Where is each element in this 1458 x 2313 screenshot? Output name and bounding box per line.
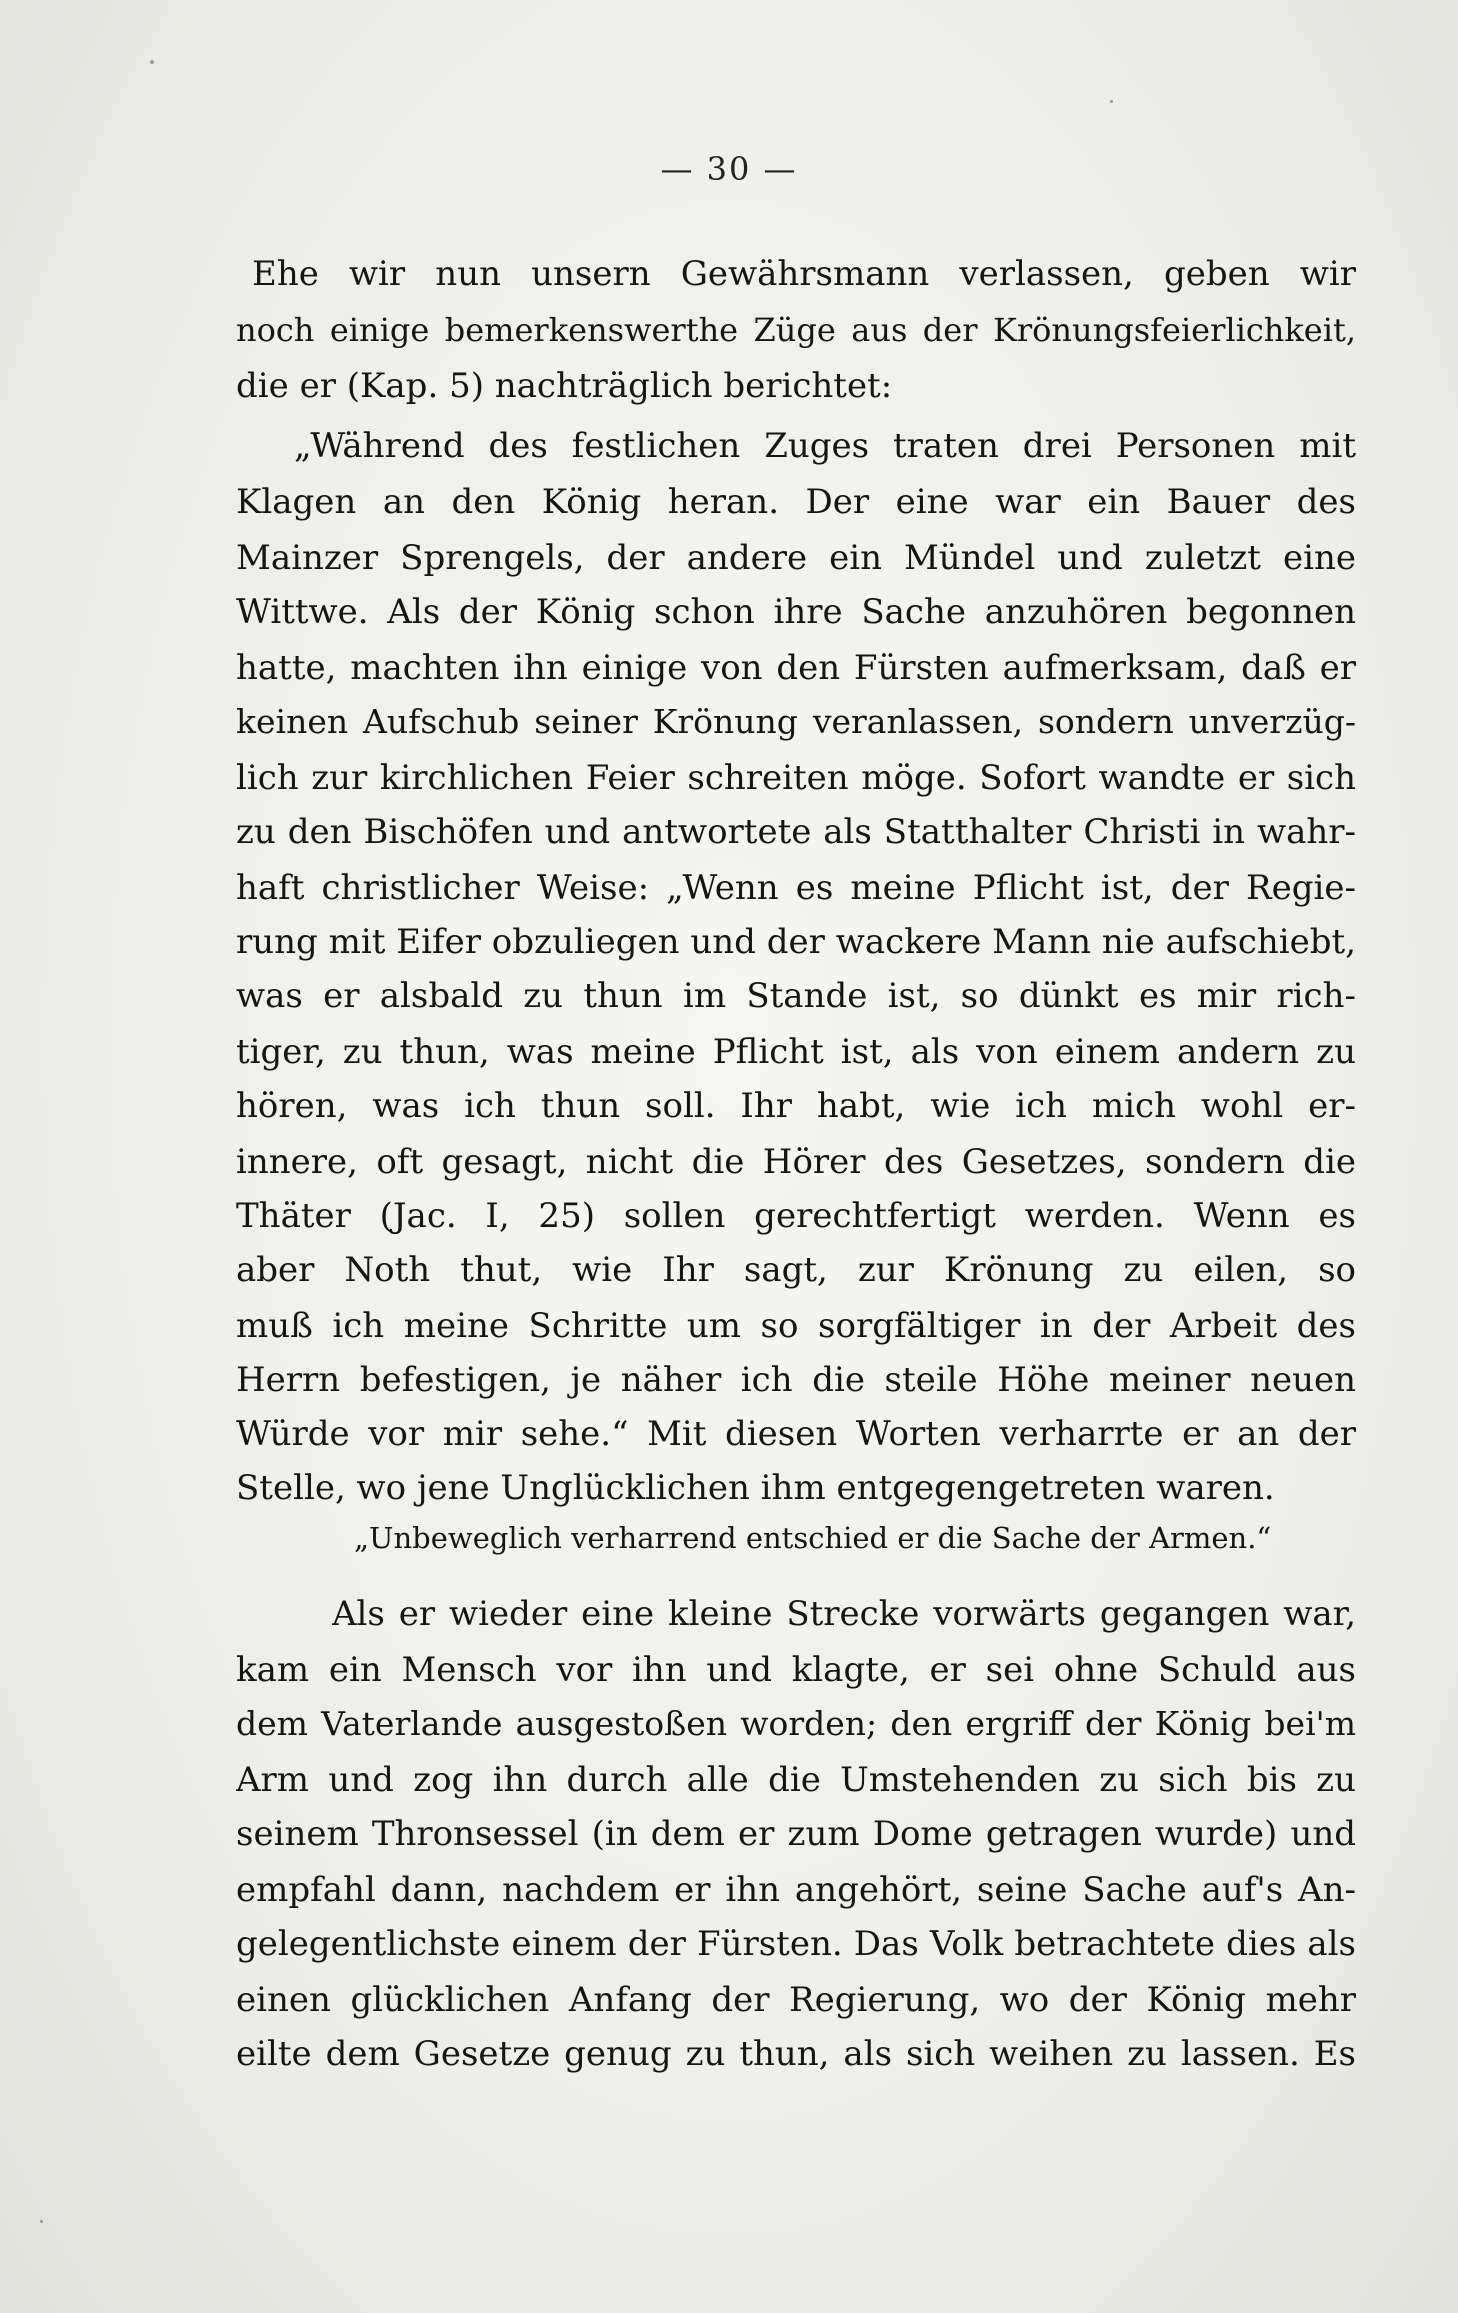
text-line: empfahl dann, nachdem er ihn angehört, seine Sache auf's An- [236, 1870, 1356, 1910]
text-line: seinem Thronsessel (in dem er zum Dome getragen wurde) und [236, 1814, 1356, 1854]
text-line: kam ein Mensch vor ihn und klagte, er sei ohne Schuld aus [236, 1650, 1356, 1690]
text-line: „Während des festlichen Zuges traten drei Personen mit [294, 426, 1356, 466]
text-line: muß ich meine Schritte um so sorgfältiger in der Arbeit des [236, 1306, 1356, 1346]
text-line: haft christlicher Weise: „Wenn es meine Pflicht ist, der Regie- [236, 868, 1356, 908]
text-line: keinen Aufschub seiner Krönung veranlassen, sondern unverzüg- [236, 702, 1356, 741]
text-line: Würde vor mir sehe.“ Mit diesen Worten verharrte er an der [236, 1414, 1356, 1454]
text-line: rung mit Eifer obzuliegen und der wackere Mann nie aufschiebt, [236, 922, 1356, 962]
text-line: Stelle, wo jene Unglücklichen ihm entgegengetreten waren. [236, 1468, 1275, 1508]
text-line: hatte, machten ihn einige von den Fürsten aufmerksam, daß er [236, 648, 1356, 688]
text-line: Arm und zog ihn durch alle die Umstehenden zu sich bis zu [236, 1760, 1356, 1800]
text-line: Mainzer Sprengels, der andere ein Mündel und zuletzt eine [236, 538, 1356, 578]
paper-speck [150, 60, 154, 64]
text-line: Als er wieder eine kleine Strecke vorwärts gegangen war, [332, 1594, 1356, 1634]
text-line: zu den Bischöfen und antwortete als Statthalter Christi in wahr- [236, 812, 1356, 852]
text-line: Thäter (Jac. I, 25) sollen gerechtfertigt werden. Wenn es [236, 1196, 1356, 1236]
text-line: innere, oft gesagt, nicht die Hörer des Gesetzes, sondern die [236, 1142, 1356, 1182]
text-line: eilte dem Gesetze genug zu thun, als sich weihen zu lassen. Es [236, 2034, 1356, 2074]
text-line: hören, was ich thun soll. Ihr habt, wie ich mich wohl er- [236, 1086, 1356, 1126]
text-line: Wittwe. Als der König schon ihre Sache anzuhören begonnen [236, 592, 1356, 632]
text-line: was er alsbald zu thun im Stande ist, so dünkt es mir rich- [236, 976, 1356, 1016]
text-line: gelegentlichste einem der Fürsten. Das Volk betrachtete dies als [236, 1924, 1356, 1964]
text-line: Herrn befestigen, je näher ich die steile Höhe meiner neuen [236, 1360, 1356, 1400]
text-line: einen glücklichen Anfang der Regierung, wo der König mehr [236, 1980, 1356, 2020]
paper-speck [1110, 100, 1113, 103]
paper-speck [40, 2220, 43, 2223]
text-line: die er (Kap. 5) nachträglich berichtet: [236, 366, 893, 406]
text-line: Klagen an den König heran. Der eine war ein Bauer des [236, 482, 1356, 522]
text-line: aber Noth thut, wie Ihr sagt, zur Krönung zu eilen, so [236, 1250, 1356, 1290]
text-line: tiger, zu thun, was meine Pflicht ist, als von einem andern zu [236, 1032, 1356, 1072]
text-line: lich zur kirchlichen Feier schreiten möge. Sofort wandte er sich [236, 758, 1356, 798]
text-line: noch einige bemerkenswerthe Züge aus der Krönungsfeierlichkeit, [236, 311, 1356, 349]
text-line: Ehe wir nun unsern Gewährsmann verlassen, geben wir [252, 254, 1356, 294]
text-line: dem Vaterlande ausgestoßen worden; den ergriff der König bei'm [236, 1704, 1356, 1743]
page-number: — 30 — [660, 150, 798, 188]
quote-line: „Unbeweglich verharrend entschied er die Sache der Armen.“ [354, 1521, 1272, 1555]
